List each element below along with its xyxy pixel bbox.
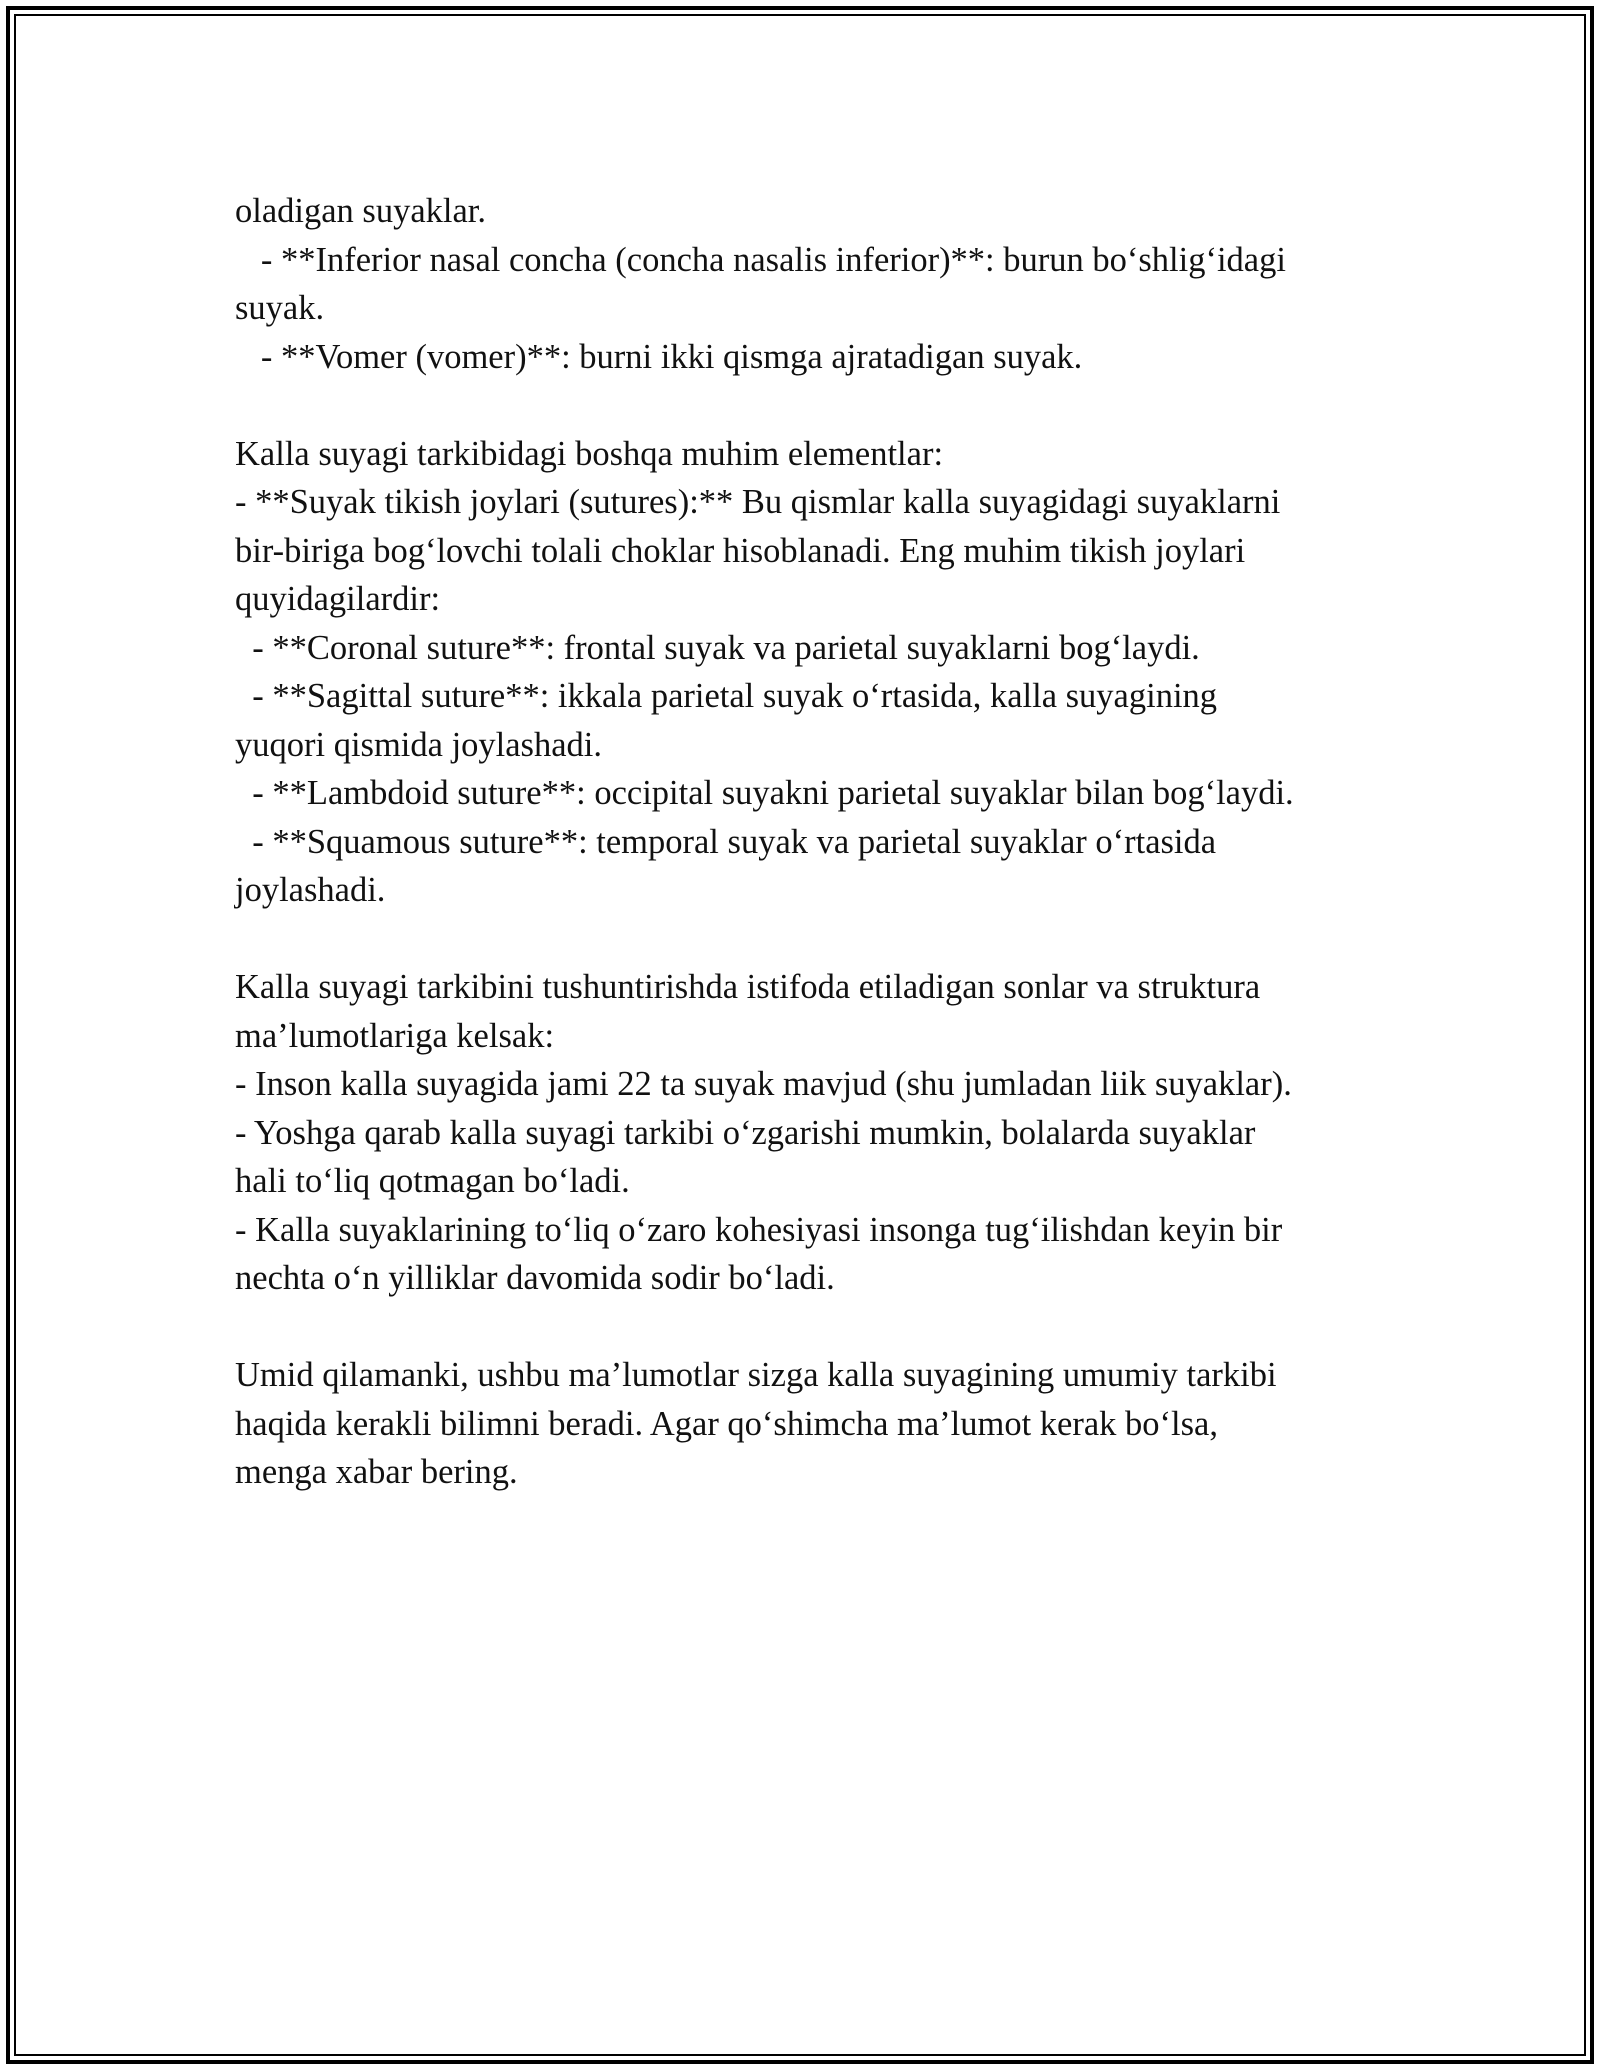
- text-line: - Yoshga qarab kalla suyagi tarkibi o‘zgarishi mumkin, bolalarda suyaklar: [235, 1113, 1256, 1152]
- text-line: - **Sagittal suture**: ikkala parietal suyak o‘rtasida, kalla suyagining: [235, 677, 1218, 715]
- text-line: quyidagilardir:: [235, 580, 441, 618]
- text-line: menga xabar bering.: [235, 1453, 518, 1491]
- paragraph-gap: [235, 381, 1395, 430]
- text-line: - Kalla suyaklarining to‘liq o‘zaro kohesiyasi insonga tug‘ilishdan keyin bir: [235, 1210, 1283, 1249]
- text-line: Kalla suyagi tarkibini tushuntirishda istifoda etiladigan sonlar va struktura: [235, 968, 1261, 1006]
- text-line: oladigan suyaklar.: [235, 192, 487, 230]
- text-line: - **Lambdoid suture**: occipital suyakni parietal suyaklar bilan bog‘laydi.: [235, 774, 1294, 812]
- text-line: joylashadi.: [235, 871, 386, 909]
- text-line: nechta o‘n yilliklar davomida sodir bo‘ladi.: [235, 1259, 835, 1297]
- text-line: - **Suyak tikish joylari (sutures):** Bu qismlar kalla suyagidagi suyaklarni: [235, 483, 1281, 521]
- text-line: Kalla suyagi tarkibidagi boshqa muhim elementlar:: [235, 434, 944, 473]
- text-line: Umid qilamanki, ushbu ma’lumotlar sizga kalla suyagining umumiy tarkibi: [235, 1356, 1277, 1394]
- text-line: hali to‘liq qotmagan bo‘ladi.: [235, 1162, 630, 1200]
- paragraph-gap: [235, 915, 1395, 964]
- text-line: - **Squamous suture**: temporal suyak va parietal suyaklar o‘rtasida: [235, 822, 1217, 861]
- text-line: - **Coronal suture**: frontal suyak va parietal suyaklarni bog‘laydi.: [235, 628, 1200, 667]
- text-line: - Inson kalla suyagida jami 22 ta suyak mavjud (shu jumladan liik suyaklar).: [235, 1065, 1292, 1103]
- document-body: [235, 187, 1395, 1497]
- text-line: - **Vomer (vomer)**: burni ikki qismga ajratadigan suyak.: [235, 337, 1083, 376]
- text-line: yuqori qismida joylashadi.: [235, 725, 603, 764]
- text-line: suyak.: [235, 289, 325, 327]
- text-line: - **Inferior nasal concha (concha nasalis inferior)**: burun bo‘shlig‘idagi: [235, 240, 1286, 279]
- text-line: bir-biriga bog‘lovchi tolali choklar hisoblanadi. Eng muhim tikish joylari: [235, 531, 1246, 570]
- paragraph-gap: [235, 1303, 1395, 1352]
- text-line: ma’lumotlariga kelsak:: [235, 1016, 555, 1055]
- text-line: haqida kerakli bilimni beradi. Agar qo‘shimcha ma’lumot kerak bo‘lsa,: [235, 1404, 1218, 1443]
